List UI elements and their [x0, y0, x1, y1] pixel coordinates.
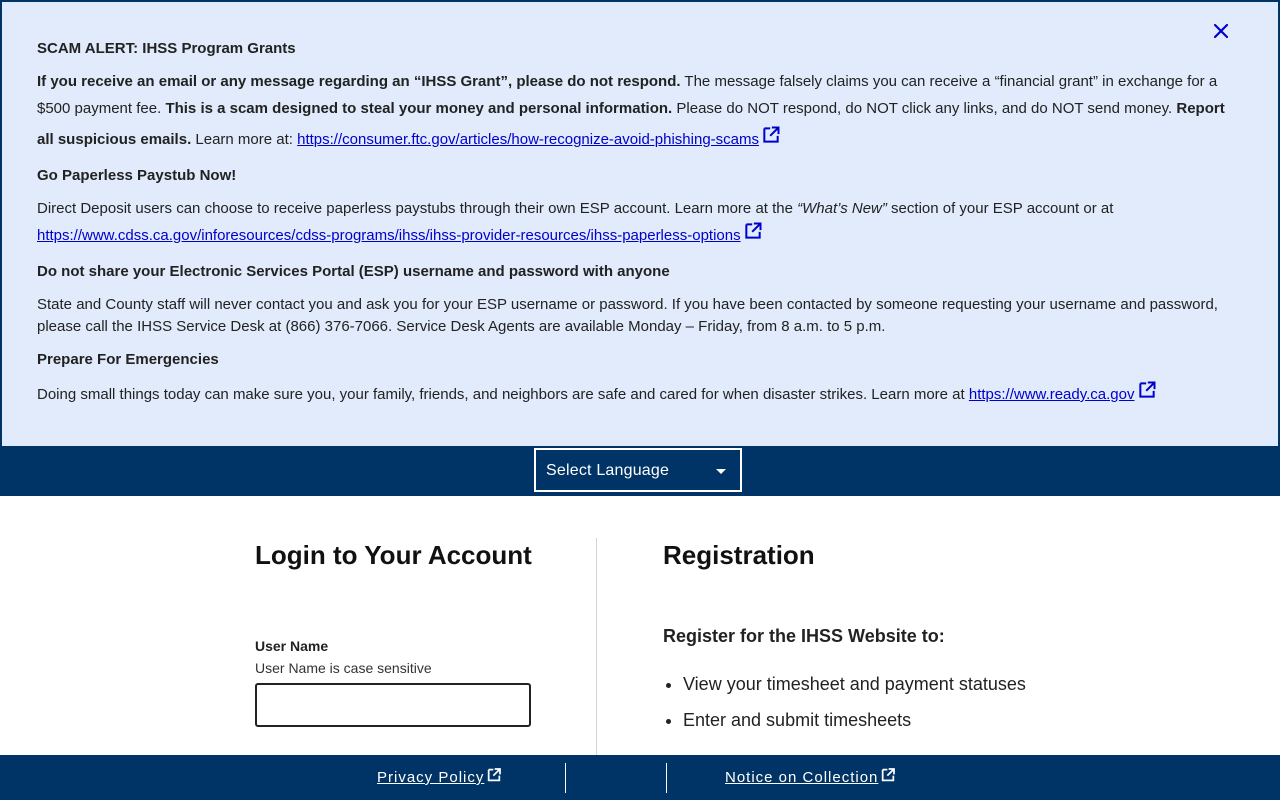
- paperless-body: [37, 198, 1237, 252]
- login-title: Login to Your Account: [255, 540, 532, 570]
- list-item: • Enter and submit timesheets: [683, 702, 1026, 738]
- scam-alert-text-2: Please do NOT respond, do NOT click any links, and do NOT send money.: [672, 100, 1177, 117]
- external-link-icon: [1137, 380, 1157, 400]
- emergency-body: [37, 379, 1237, 410]
- emergency-text: Doing small things today can make sure you, your family, friends, and neighbors are safe and cared for when disaster strikes. Learn more at: [37, 386, 969, 403]
- scam-alert-bold-1: If you receive an email or any message regarding an “IHSS Grant”, please do not respond.: [37, 72, 681, 90]
- paperless-text-1: Direct Deposit users can choose to receive paperless paystubs through their own ESP account. Learn more at the: [37, 199, 798, 217]
- footer-divider: [666, 763, 667, 793]
- scam-alert-text-3: Learn more at:: [191, 131, 298, 148]
- scam-alert-text-1: The message falsely claims you can receive a “financial grant” in exchange for a $500 payment fee.: [37, 72, 1218, 117]
- external-link-icon: [880, 767, 896, 783]
- privacy-policy-link[interactable]: [377, 767, 502, 786]
- emergency-heading: Prepare For Emergencies: [37, 350, 219, 368]
- esp-share-heading: Do not share your Electronic Services Portal (ESP) username and password with anyone: [37, 263, 670, 280]
- scam-alert-bold-3: Report all suspicious emails.: [37, 100, 1225, 148]
- username-input[interactable]: [255, 683, 531, 727]
- external-link-icon: [761, 125, 781, 145]
- privacy-policy-label: Privacy Policy: [377, 769, 485, 786]
- registration-title: Registration: [663, 540, 815, 570]
- login-section: [255, 538, 555, 676]
- scam-alert-bold-2: This is a scam designed to steal your money and personal information.: [165, 100, 673, 117]
- paperless-options-link[interactable]: https://www.cdss.ca.gov/inforesources/cdss-programs/ihss/ihss-provider-resources/ihss-paperless-options: [37, 227, 741, 244]
- caret-down-icon: [716, 469, 726, 474]
- paperless-italic: “What’s New”: [797, 199, 887, 217]
- paperless-text-2: section of your ESP account or at: [886, 199, 1114, 217]
- username-label: User Name: [255, 638, 329, 654]
- language-select[interactable]: [534, 448, 742, 492]
- ftc-phishing-link[interactable]: https://consumer.ftc.gov/articles/how-recognize-avoid-phishing-scams: [297, 131, 759, 148]
- main-content: [0, 496, 1280, 755]
- footer: [0, 755, 1280, 800]
- external-link-icon: [743, 221, 763, 241]
- esp-share-body: State and County staff will never contact you and ask you for your ESP username or password. If you have been contacted by someone requesting your username and password, please call the IHSS Service Desk at (866) 376-7066. Service Desk Agents are available Monday – Friday, from 8 a.m. to 5 p.m.: [37, 295, 1218, 335]
- scam-alert-heading: SCAM ALERT: IHSS Program Grants: [37, 40, 296, 57]
- section-divider: [596, 538, 597, 758]
- scam-alert-body: [37, 71, 1237, 156]
- ready-ca-gov-link[interactable]: https://www.ready.ca.gov: [968, 386, 1135, 403]
- list-item: • View your timesheet and payment statuses: [683, 666, 1026, 702]
- username-hint: User Name is case sensitive: [255, 660, 432, 676]
- language-select-label: Select Language: [546, 462, 670, 479]
- registration-subtitle: Register for the IHSS Website to:: [663, 626, 945, 646]
- registration-list: [663, 666, 1026, 738]
- language-bar: [0, 446, 1280, 496]
- external-link-icon: [486, 767, 502, 783]
- notice-on-collection-link[interactable]: [725, 767, 896, 786]
- paperless-heading: Go Paperless Paystub Now!: [37, 167, 237, 184]
- registration-section: [663, 538, 1223, 730]
- footer-divider: [565, 763, 566, 793]
- notice-on-collection-label: Notice on Collection: [725, 769, 879, 786]
